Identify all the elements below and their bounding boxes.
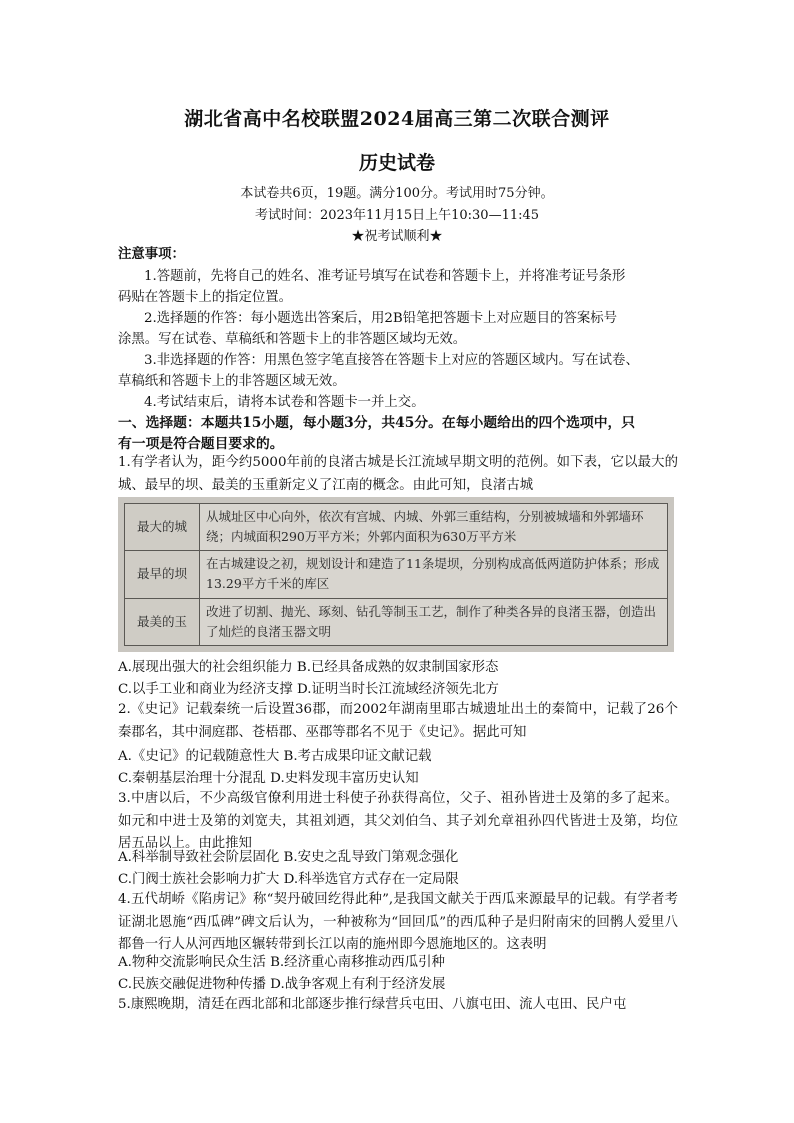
question-1-stem: 1.有学者认为，距今约5000年前的良渚古城是长江流域早期文明的范例。如下表，它以最大的城、最早的坝、最美的玉重新定义了江南的概念。由此可知，良渚古城 — [118, 455, 678, 493]
question-4-options-ab: A.物种交流影响民众生活 B.经济重心南移推动西瓜引种 — [118, 955, 445, 970]
table-cell: 从城址区中心向外，依次有宫城、内城、外郭三重结构，分别被城墙和外郭墙环绕；内城面积290万平方米；外郭内面积为630万平方米 — [200, 504, 668, 551]
good-luck-text: ★祝考试顺利★ — [351, 229, 443, 244]
question-3-options-ab: A.科举制导致社会阶层固化 B.安史之乱导致门第观念强化 — [118, 850, 459, 865]
question-4-options-cd: C.民族交融促进物种传播 D.战争客观上有利于经济发展 — [118, 977, 446, 992]
table-label: 最美的玉 — [125, 598, 200, 645]
table-cell: 改进了切割、抛光、琢刻、钻孔等制玉工艺，制作了种类各异的良渚玉器，创造出了灿烂的良渚玉器文明 — [200, 598, 668, 645]
note-1a: 1.答题前，先将自己的姓名、准考证号填写在试卷和答题卡上，并将准考证号条形 — [144, 269, 626, 284]
table-label: 最早的坝 — [125, 551, 200, 598]
question-1-table — [124, 503, 668, 646]
question-3-options-cd: C.门阀士族社会影响力扩大 D.科举选官方式存在一定局限 — [118, 872, 459, 887]
table-row — [125, 551, 668, 598]
note-3a: 3.非选择题的作答：用黑色签字笔直接答在答题卡上对应的答题区域内。写在试卷、 — [144, 353, 639, 368]
subject-title: 历史试卷 — [358, 152, 435, 174]
question-2-stem: 2.《史记》记载秦统一后设置36郡，而2002年湖南里耶古城遗址出土的秦简中，记载了26个秦郡名，其中洞庭郡、苍梧郡、巫郡等郡名不见于《史记》。据此可知 — [118, 702, 678, 740]
question-2-options-ab: A.《史记》的记载随意性大 B.考古成果印证文献记载 — [118, 749, 432, 764]
table-row — [125, 598, 668, 645]
question-4-stem: 4.五代胡峤《陷虏记》称“契丹破回纥得此种”,是我国文献关于西瓜来源最早的记载。有学者考证湖北恩施“西瓜碑”碑文后认为，一种被称为“回回瓜”的西瓜种子是归附南宋的回鹘人爱里八都鲁一行人从河西地区辗转带到长江以南的施州即今恩施地区的。这表明 — [118, 892, 678, 952]
table-row — [125, 504, 668, 551]
question-1-options-ab: A.展现出强大的社会组织能力 B.已经具备成熟的奴隶制国家形态 — [118, 660, 499, 675]
section-heading-2: 有一项是符合题目要求的。 — [118, 436, 284, 452]
note-2b: 涂黑。写在试卷、草稿纸和答题卡上的非答题区域均无效。 — [118, 332, 467, 347]
question-2-options-cd: C.秦朝基层治理十分混乱 D.史料发现丰富历史认知 — [118, 771, 419, 786]
question-3-stem: 3.中唐以后，不少高级官僚利用进士科使子孙获得高位，父子、祖孙皆进士及第的多了起来。如元和中进士及第的刘宽夫，其祖刘迺，其父刘伯刍、其子刘允章祖孙四代皆进士及第，均位居五品以上。由此推知 — [118, 791, 678, 851]
table-cell: 在古城建设之初，规划设计和建造了11条堤坝，分别构成高低两道防护体系；形成13.29平方千米的库区 — [200, 551, 668, 598]
question-5-stem: 5.康熙晚期，清廷在西北部和北部逐步推行绿营兵屯田、八旗屯田、流人屯田、民户屯 — [118, 997, 627, 1012]
section-heading-1: 一、选择题：本题共15小题，每小题3分，共45分。在每小题给出的四个选项中，只 — [118, 415, 636, 431]
exam-info-pages: 本试卷共6页，19题。满分100分。考试用时75分钟。 — [240, 186, 554, 201]
note-2a: 2.选择题的作答：每小题选出答案后，用2B铅笔把答题卡上对应题目的答案标号 — [144, 311, 618, 326]
exam-info-time: 考试时间：2023年11月15日上午10:30—11:45 — [254, 208, 540, 223]
question-1-options-cd: C.以手工业和商业为经济支撑 D.证明当时长江流域经济领先北方 — [118, 682, 499, 697]
note-1b: 码贴在答题卡上的指定位置。 — [118, 290, 293, 305]
note-3b: 草稿纸和答题卡上的非答题区域无效。 — [118, 374, 346, 389]
note-4: 4.考试结束后，请将本试卷和答题卡一并上交。 — [144, 395, 425, 410]
table-label: 最大的城 — [125, 504, 200, 551]
question-1-table-image — [118, 497, 674, 652]
exam-title: 湖北省高中名校联盟2024届高三第二次联合测评 — [184, 108, 610, 130]
notes-heading: 注意事项： — [118, 246, 185, 262]
